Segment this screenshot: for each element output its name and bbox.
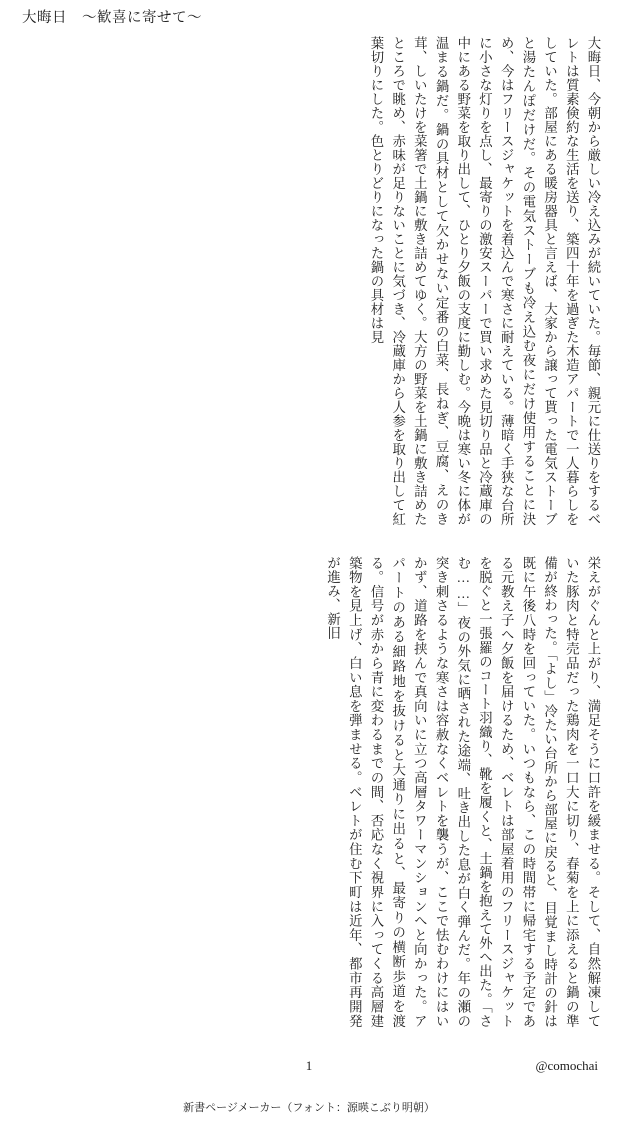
- footer-credit: 新書ページメーカー（フォント：源暎こぶり明朝）: [183, 1102, 435, 1114]
- body-text-column-top: [12, 36, 604, 526]
- author-handle: @comochai: [535, 1058, 598, 1073]
- body-paragraph-top: 大晦日、今朝から厳しい冷え込みが続いていた。毎節、親元に仕送りをするベレトは質素倹約な生活を送り、築四十年を過ぎた木造アパートで一人暮らしをしていた。部屋にある暖房器具と言えば、大家から譲って貰った電気ストーブと湯たんぽだけだ。その電気ストーブも冷え込む夜にだけ使用することに決め、今はフリースジャケットを着込んで寒さに耐えている。薄暗く手狭な台所に小さな灯りを点し、最寄りの激安スーパーで買い求めた見切り品と冷蔵庫の中にある野菜を取り出して、ひとり夕飯の支度に勤しむ。今晩は寒い冬に体が温まる鍋だ。鍋の具材として欠かせない定番の白菜、長ねぎ、豆腐、えのき茸、しいたけを菜箸で土鍋に敷き詰めてゆく。大方の野菜を土鍋に敷き詰めたところで眺め、赤味が足りないことに気づき、冷蔵庫から人参を取り出して紅葉切りにした。色とりどりになった鍋の具材は見: [368, 36, 601, 526]
- body-paragraph-bottom: 栄えがぐんと上がり、満足そうに口許を緩ませる。そして、自然解凍していた豚肉と特売品だった鶏肉を一口大に切り、春菊を上に添えると鍋の準備が終わった。「よし」冷たい台所から部屋に戻ると、目覚まし時計の針は既に午後八時を回っていた。いつもなら、この時間帯に帰宅する予定である元教え子へ夕飯を届けるため、ベレトは部屋着用のフリースジャケットを脱ぐと一張羅のコート羽織り、靴を履くと、土鍋を抱えて外へ出た。「さむ……」夜の外気に晒された途端、吐き出した息が白く弾んだ。年の瀬の突き刺さるような寒さは容赦なくベレトを襲うが、ここで怯むわけにはいかず、道路を挟んで真向いに立つ高層タワーマンションへと向かった。アパートのある細路地を抜けると大通りに出ると、最寄りの横断歩道を渡る。信号が赤から青に変わるまでの間、否応なく視界に入ってくる高層建築物を見上げ、白い息を弾ませる。ベレトが住む下町は近年、都市再開発が進み、新旧: [325, 556, 601, 1028]
- page-title: 大晦日 〜歓喜に寄せて〜: [22, 10, 202, 26]
- page-number: 1: [305, 1058, 313, 1073]
- body-text-column-bottom: [12, 556, 604, 1028]
